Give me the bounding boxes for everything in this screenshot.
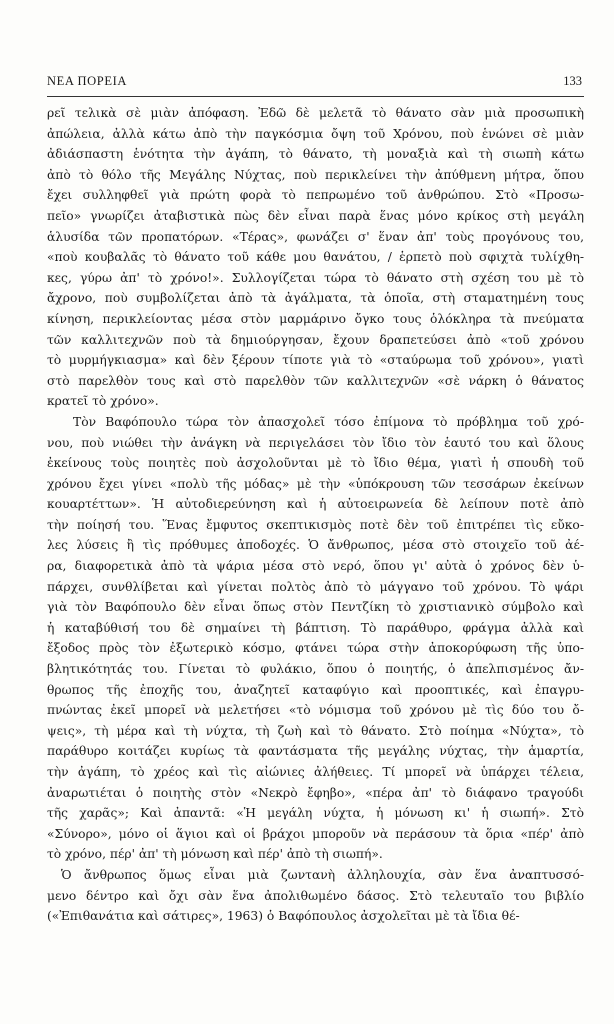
text-line: Τὸν Βαφόπουλο τώρα τὸν ἀπασχολεῖ τόσο ἐπίμονα τὸ πρόβλημα τοῦ χρό-	[73, 414, 584, 429]
text-line: γιὰ τὸν Βαφόπουλο δὲν εἶναι ὅπως στὸν Πεντζίκη τὸ χριστιανικὸ σύμβολο καὶ	[47, 600, 584, 615]
text-line: ρα, διαφορετικὰ ἀπὸ τὰ ψάρια μέσα στὸ νερό, ὅπου γι' αὐτὰ ὁ χρόνος δὲν ὑ-	[47, 559, 584, 574]
journal-title: ΝΕΑ ΠΟΡΕΙΑ	[47, 74, 127, 88]
text-line: («Ἐπιθανάτια καὶ σάτιρες», 1963) ὁ Βαφόπουλος ἀσχολεῖται μὲ τὰ ἴδια θέ-	[47, 909, 520, 924]
text-line: κίνηση, περικλείοντας μέσα στὸν μαρμάρινο ὄγκο τους ὁλόκληρα τὰ πνεύματα	[47, 311, 584, 326]
text-line: «ποὺ κουβαλᾶς τὸ θάνατο τοῦ κάθε μου θανάτου, / ἑρπετὸ ποὺ σφιχτὰ τυλίχθη-	[47, 250, 584, 265]
text-line: ἀναρωτιέται ὁ ποιητὴς στὸν «Νεκρὸ ἔφηβο», «πέρα ἀπ' τὸ διάφανο τραγούδι	[47, 785, 584, 800]
text-line: ἀπώλεια, ἀλλὰ κάτω ἀπὸ τὴν παγκόσμια ὄψη τοῦ Χρόνου, ποὺ ἑνώνει σὲ μιὰν	[47, 126, 584, 141]
text-line: θρωπος τῆς ἐποχῆς του, ἀναζητεῖ καταφύγιο καὶ προοπτικές, καὶ ἐπαγρυ-	[47, 682, 584, 697]
text-line: μενο δέντρο καὶ ὄχι σὰν ἕνα ἀπολιθωμένο δάσος. Στὸ τελευταῖο του βιβλίο	[47, 888, 584, 903]
text-line: τὴν ποίησή του. Ἕνας ἔμφυτος σκεπτικισμὸς ποτὲ δὲν τοῦ ἐπιτρέπει τὶς εὔκο-	[47, 517, 584, 532]
text-line: λες λύσεις ἢ τὶς πρόθυμες ἀποδοχές. Ὁ ἄνθρωπος, μέσα στὸ στοιχεῖο τοῦ ἀέ-	[47, 538, 584, 553]
paragraph	[47, 103, 584, 412]
text-line: κουαρτέττων». Ἡ αὐτοδιερεύνηση καὶ ἡ αὐτοειρωνεία δὲ λείπουν ποτὲ ἀπὸ	[47, 497, 584, 512]
text-line: κρατεῖ τὸ χρόνο».	[47, 394, 159, 409]
text-line: τῶν καλλιτεχνῶν ποὺ τὰ δημιούργησαν, ἔχουν δραπετεύσει ἀπὸ «τοῦ χρόνου	[47, 332, 584, 347]
text-line: ἁλυσίδα τῶν προπατόρων. «Τέρας», φωνάζει σ' ἕναν ἀπ' τοὺς προγόνους του,	[47, 229, 584, 244]
text-line: ἐκείνους τοὺς ποιητὲς ποὺ ἀσχολοῦνται μὲ τὸ ἴδιο θέμα, γιατὶ ἡ σπουδὴ τοῦ	[47, 456, 584, 471]
text-line: τὸ μυρμήγκιασμα» καὶ δὲν ξέρουν τίποτε γιὰ τὸ «σταύρωμα τοῦ χρόνου», γιατὶ	[47, 353, 584, 368]
text-line: τῆς χαρᾶς»; Καὶ ἀπαντᾶ: «Ἡ μεγάλη νύχτα, ἡ μόνωση κι' ἡ σιωπή». Στὸ	[47, 806, 584, 821]
text-line: στὸ παρελθὸν τους καὶ στὸ παρελθὸν τῶν καλλιτεχνῶν «σὲ νάρκη ὁ θάνατος	[47, 373, 584, 388]
paragraph	[47, 865, 584, 927]
text-line: ἡ καταβύθισή του δὲ σημαίνει τὴ βάπτιση. Τὸ παράθυρο, φράγμα ἀλλὰ καὶ	[47, 620, 584, 635]
text-line: τὴν ἀγάπη, τὸ χρέος καὶ τὶς αἰώνιες ἀλήθειες. Τί μπορεῖ νὰ ὑπάρχει τέλεια,	[47, 765, 584, 779]
paragraph	[47, 412, 584, 865]
text-line: ρεῖ τελικὰ σὲ μιὰν ἀπόφαση. Ἐδῶ δὲ μελετᾶ τὸ θάνατο σὰν μιὰ προσωπικὴ	[47, 106, 584, 120]
running-head	[47, 74, 584, 97]
text-line: ψεις», τὴ μέρα καὶ τὴ νύχτα, τὴ ζωὴ καὶ τὸ θάνατο. Στὸ ποίημα «Νύχτα», τὸ	[47, 723, 584, 738]
text-line: βλητικότητάς του. Γίνεται τὸ φυλάκιο, ὅπου ὁ ποιητής, ὁ ἀπελπισμένος ἄν-	[47, 662, 584, 677]
text-line: πνώντας ἐκεῖ μπορεῖ νὰ μελετήσει «τὸ νόμισμα τοῦ χρόνου μὲ τὶς δύο του ὄ-	[47, 703, 584, 718]
text-line: χρόνου ἔχει γίνει «πολὺ τῆς μόδας» μὲ τὴν «ὑπόκρουση τῶν τεσσάρων ἐκείνων	[47, 476, 584, 491]
text-line: παράθυρο κοιτάζει κυρίως τὰ φαντάσματα τῆς μεγάλης νύχτας, τὴν ἁμαρτία,	[47, 744, 584, 759]
text-line: πάρχει, συνθλίβεται καὶ γίνεται πολτὸς ἀπὸ τὸ μάγγανο τοῦ χρόνου. Τὸ ψάρι	[47, 579, 584, 594]
text-line: Ὁ ἄνθρωπος ὅμως εἶναι μιὰ ζωντανὴ ἀλληλουχία, σὰν ἕνα ἀναπτυσσό-	[61, 867, 584, 882]
text-line: ἔχει συλληφθεῖ γιὰ πρώτη φορὰ τὸ πεπρωμένο τοῦ ἀνθρώπου. Στὸ «Προσω-	[47, 188, 584, 203]
text-line: νου, ποὺ νιώθει τὴν ἀνάγκη νὰ περιγελάσει τὸν ἴδιο τὸν ἑαυτό του καὶ ὅλους	[47, 435, 584, 450]
page-number: 133	[563, 74, 582, 88]
text-line: ἀπὸ τὸ θόλο τῆς Μεγάλης Νύχτας, ποὺ περικλείνει τὴν ἀπύθμενη μήτρα, ὅπου	[47, 167, 584, 182]
text-line: ἔξοδος πρὸς τὸν ἐξωτερικὸ κόσμο, φτάνει τώρα στὴν ἀποκορύφωση τῆς ὑπο-	[47, 641, 584, 656]
text-line: «Σύνορο», μόνο οἱ ἅγιοι καὶ οἱ βράχοι μποροῦν νὰ περάσουν τὰ ὅρια «πέρ' ἀπὸ	[47, 826, 584, 841]
text-line: ἀδιάσπαστη ἑνότητα τὴν ἀγάπη, τὸ θάνατο, τὴ μοναξιὰ καὶ τὴ σιωπὴ κάτω	[47, 147, 584, 162]
text-line: κες, γύρω ἀπ' τὸ χρόνο!». Συλλογίζεται τώρα τὸ θάνατο στὴ σχέση του μὲ τὸ	[47, 270, 584, 285]
text-line: τὸ χρόνο, πέρ' ἀπ' τὴ μόνωση καὶ πέρ' ἀπὸ τὴ σιωπή».	[47, 847, 383, 862]
text-line: πεῖο» γνωρίζει ἀταβιστικὰ πὼς δὲν εἶναι παρὰ ἕνας μόνο κρίκος στὴ μεγάλη	[47, 208, 584, 223]
body-text	[47, 103, 584, 927]
text-line: ἄχρονο, ποὺ συμβολίζεται ἀπὸ τὰ ἀγάλματα, τὰ ὁποῖα, στὴ σταματημένη τους	[47, 291, 584, 306]
